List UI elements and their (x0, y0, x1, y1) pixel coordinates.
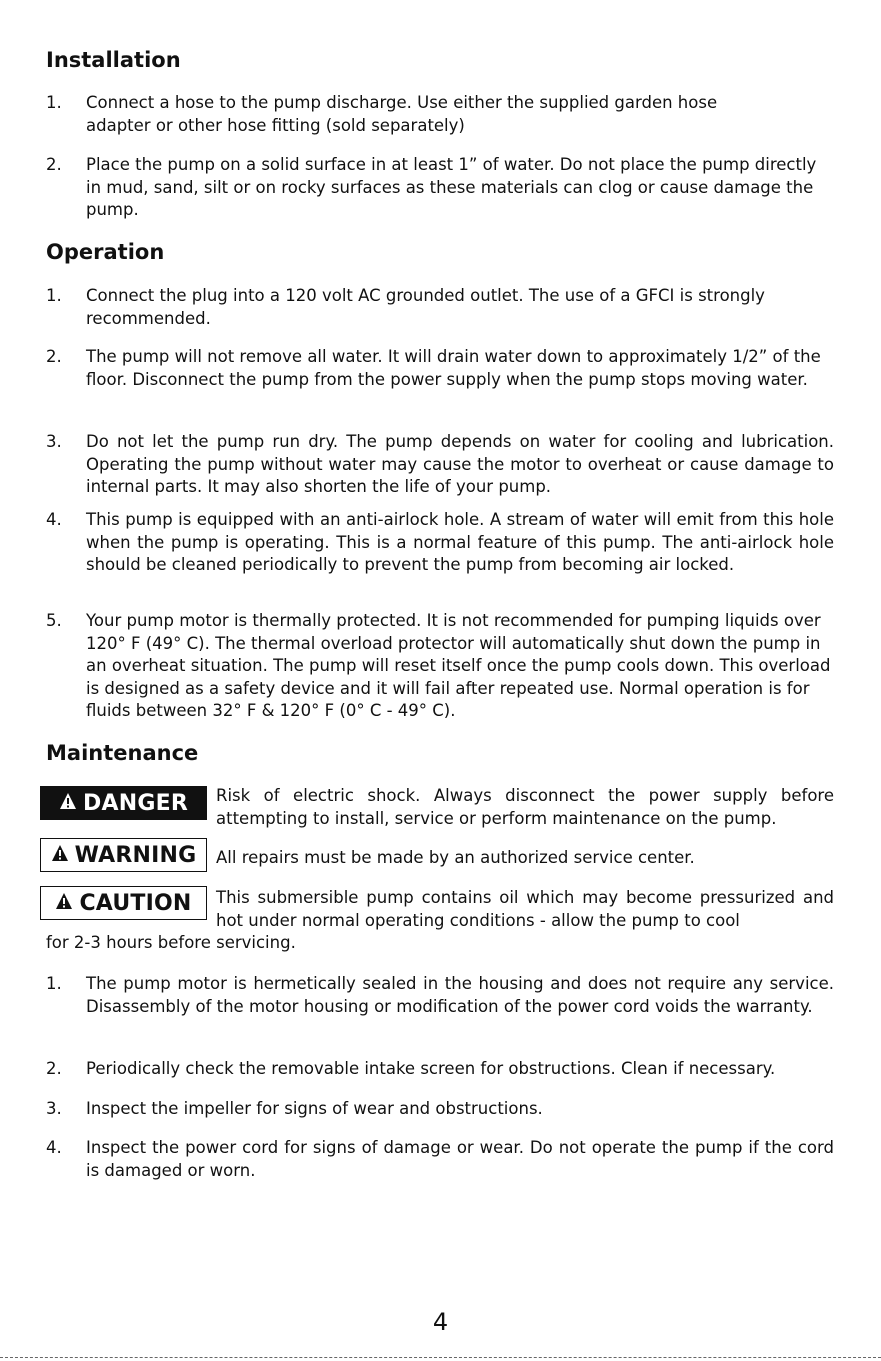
warning-label (40, 838, 207, 872)
item-text: Periodically check the removable intake screen for obstructions. Clean if necessary. (86, 1059, 776, 1078)
operation-heading: Operation (46, 240, 165, 264)
item-text: This pump is equipped with an anti-airlock hole. A stream of water will emit from this hole when the pump is operating. This is a normal feature of this pump. The anti-airlock hole should be cleaned periodically to prevent the pump from becoming air locked. (86, 510, 834, 574)
item-number: 2. (46, 347, 62, 366)
item-number: 3. (46, 432, 62, 451)
item-text: Connect a hose to the pump discharge. Use either the supplied garden hose adapter or other hose fitting (sold separately) (86, 93, 718, 135)
item-number: 4. (46, 510, 62, 529)
item-number: 1. (46, 974, 62, 993)
danger-label-text: DANGER (83, 790, 188, 816)
bottom-divider (0, 1357, 881, 1358)
item-text: The pump motor is hermetically sealed in the housing and does not require any service. Disassembly of the motor housing or modification of the power cord voids the warranty. (86, 974, 834, 1016)
warning-label-text: WARNING (74, 842, 197, 868)
warning-triangle-icon (59, 791, 77, 816)
item-number: 3. (46, 1099, 62, 1118)
page-number: 4 (432, 1308, 449, 1336)
item-text: The pump will not remove all water. It will drain water down to approximately 1/2” of the floor. Disconnect the pump from the power supply when the pump stops moving water. (86, 347, 821, 389)
item-text: Inspect the impeller for signs of wear and obstructions. (86, 1099, 543, 1118)
warning-triangle-icon (55, 891, 73, 916)
caution-text: This submersible pump contains oil which may become pressurized and hot under normal operating conditions - allow the pump to cool (216, 888, 834, 930)
operation-item (46, 285, 834, 330)
maintenance-item (46, 973, 834, 1018)
installation-item (46, 92, 834, 137)
maintenance-item (46, 1098, 834, 1121)
warning-triangle-icon (51, 843, 69, 868)
danger-label (40, 786, 207, 820)
item-number: 1. (46, 93, 62, 112)
item-text: Do not let the pump run dry. The pump depends on water for cooling and lubrication. Operating the pump without water may cause the motor to overheat or cause damage to internal parts. It may also shorten the life of your pump. (86, 432, 834, 496)
caution-label-text: CAUTION (79, 890, 192, 916)
maintenance-item (46, 1058, 834, 1081)
item-text: Place the pump on a solid surface in at least 1” of water. Do not place the pump directly in mud, sand, silt or on rocky surfaces as these materials can clog or cause damage the pump. (86, 155, 817, 219)
item-text: Your pump motor is thermally protected. It is not recommended for pumping liquids over 120° F (49° C). The thermal overload protector will automatically shut down the pump in an overheat situation. The pump will reset itself once the pump cools down. This overload is designed as a safety device and it will fail after repeated use. Normal operation is for fluids between 32° F & 120° F (0° C - 49° C). (86, 611, 831, 720)
operation-item (46, 431, 834, 499)
operation-item (46, 610, 834, 723)
item-number: 4. (46, 1138, 62, 1157)
operation-item (46, 346, 834, 391)
item-text: Connect the plug into a 120 volt AC grounded outlet. The use of a GFCI is strongly recommended. (86, 286, 765, 328)
caution-label (40, 886, 207, 920)
maintenance-item (46, 1137, 834, 1182)
item-number: 5. (46, 611, 62, 630)
item-text: Inspect the power cord for signs of damage or wear. Do not operate the pump if the cord is damaged or worn. (86, 1138, 834, 1180)
operation-item (46, 509, 834, 577)
installation-item (46, 154, 834, 222)
caution-continuation: for 2-3 hours before servicing. (46, 933, 296, 952)
installation-heading: Installation (46, 48, 181, 72)
item-number: 1. (46, 286, 62, 305)
maintenance-heading: Maintenance (46, 741, 199, 765)
item-number: 2. (46, 1059, 62, 1078)
item-number: 2. (46, 155, 62, 174)
warning-text: All repairs must be made by an authorized service center. (216, 848, 695, 867)
danger-text: Risk of electric shock. Always disconnect the power supply before attempting to install, service or perform maintenance on the pump. (216, 786, 834, 828)
